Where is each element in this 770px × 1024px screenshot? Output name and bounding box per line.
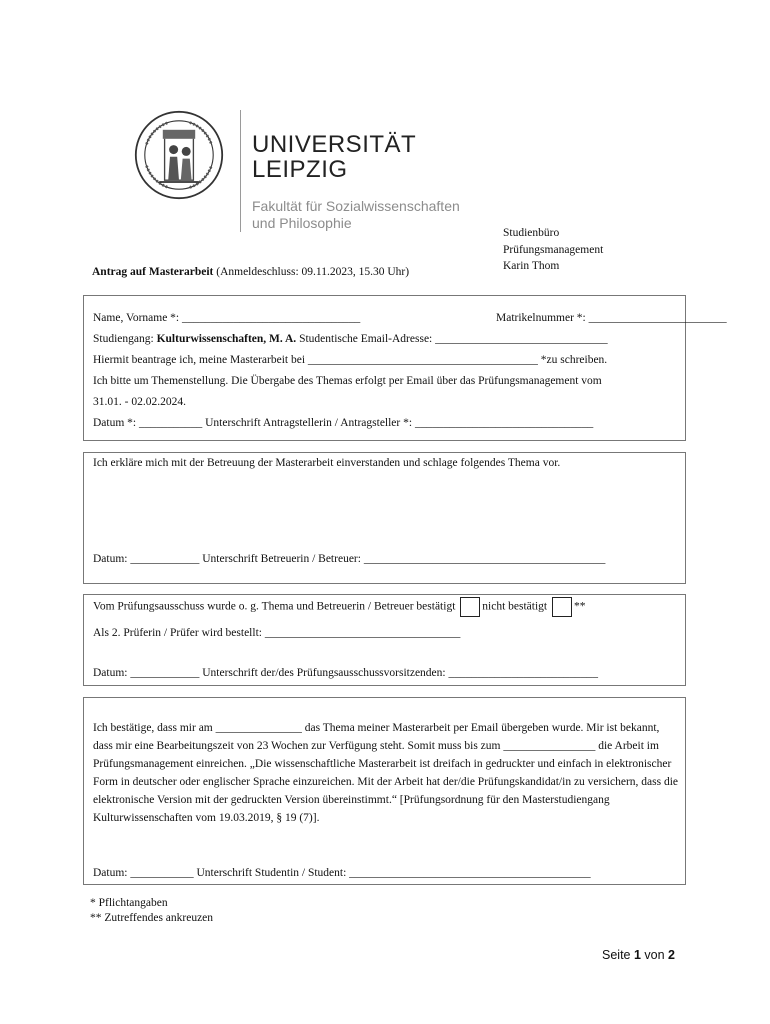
page-number: Seite 1 von 2 <box>602 948 675 962</box>
faculty-name: Fakultät für Sozialwissenschaften und Philosophie <box>252 198 460 231</box>
university-seal-icon <box>134 110 224 200</box>
footnotes <box>90 896 213 926</box>
studiengang-line <box>93 333 608 345</box>
studiengang-label: Studiengang: <box>93 333 157 345</box>
applicant-signature-line[interactable]: Datum *: ___________ Unterschrift Antragstellerin / Antragsteller *: _______________________________ <box>93 417 594 429</box>
student-confirmation-section <box>83 697 686 885</box>
applicant-section <box>83 295 727 441</box>
form-title <box>92 266 409 278</box>
not-confirmed-text: nicht bestätigt <box>482 600 548 613</box>
studiengang-value: Kulturwissenschaften, M. A. <box>156 333 297 345</box>
supervisor-signature-line[interactable]: Datum: ____________ Unterschrift Betreuerin / Betreuer: __________________________________________ <box>93 553 606 565</box>
student-signature-line[interactable]: Datum: ___________ Unterschrift Studentin / Student: __________________________________________ <box>93 867 591 879</box>
footnote-check: ** Zutreffendes ankreuzen <box>90 912 214 924</box>
matrikel-field[interactable]: Matrikelnummer *: ________________________ <box>496 312 727 324</box>
confirmed-checkbox[interactable] <box>460 597 480 617</box>
not-confirmed-checkbox[interactable] <box>552 597 572 617</box>
supervisor-section <box>83 452 686 584</box>
form-title-bold: Antrag auf Masterarbeit <box>92 266 214 278</box>
student-confirmation-text: Ich bestätige, dass mir am _______________ das Thema meiner Masterarbeit per Email übergeben wurde. Mir ist bekannt, dass mir eine Bearbeitungszeit von 23 Wochen zur Verfügung steht. Somit muss bis zum ________________ die Arbeit im Prüfungsmanagement einreichen. „Die wissenschaftliche Masterarbeit ist dreifach in gedruckter und einfach in elektronischer Form in deutscher oder englischer Sprache einzureichen. Mit der Arbeit hat der/die Prüfungskandidat/in zu versichern, dass die elektronische Version mit der gedruckten Version übereinstimmt.“ [Prüfungsordnung für den Masterstudiengang Kulturwissenschaften vom 19.03.2019, § 19 (7)]. <box>93 722 679 824</box>
second-examiner-line[interactable]: Als 2. Prüferin / Prüfer wird bestellt: __________________________________ <box>93 627 461 639</box>
topic-request-line: Ich bitte um Themenstellung. Die Übergabe des Themas erfolgt per Email über das Prüfungsmanagement vom <box>93 375 602 387</box>
committee-section <box>83 594 686 686</box>
office-address: Studienbüro Prüfungsmanagement Karin Thom <box>503 227 604 272</box>
confirmed-text: Vom Prüfungsausschuss wurde o. g. Thema und Betreuerin / Betreuer bestätigt <box>93 600 456 613</box>
name-field[interactable]: Name, Vorname *: _______________________________ <box>93 312 361 324</box>
checkbox-footnote-mark: ** <box>574 600 586 613</box>
committee-confirmation-line <box>93 597 586 617</box>
university-name: UNIVERSITÄT LEIPZIG <box>252 131 417 183</box>
email-field[interactable]: Studentische Email-Adresse: ______________________________ <box>296 333 608 345</box>
supervisor-request-line[interactable]: Hiermit beantrage ich, meine Masterarbeit bei ________________________________________ *zu schreiben. <box>93 354 608 366</box>
supervisor-consent-text: Ich erkläre mich mit der Betreuung der Masterarbeit einverstanden und schlage folgendes Thema vor. <box>93 457 561 469</box>
handover-date-line: 31.01. - 02.02.2024. <box>93 396 186 408</box>
header-divider <box>240 110 241 232</box>
footnote-required: * Pflichtangaben <box>90 897 168 909</box>
committee-signature-line[interactable]: Datum: ____________ Unterschrift der/des Prüfungsausschussvorsitzenden: __________________________ <box>93 667 598 679</box>
form-title-deadline: (Anmeldeschluss: 09.11.2023, 15.30 Uhr) <box>213 266 410 278</box>
